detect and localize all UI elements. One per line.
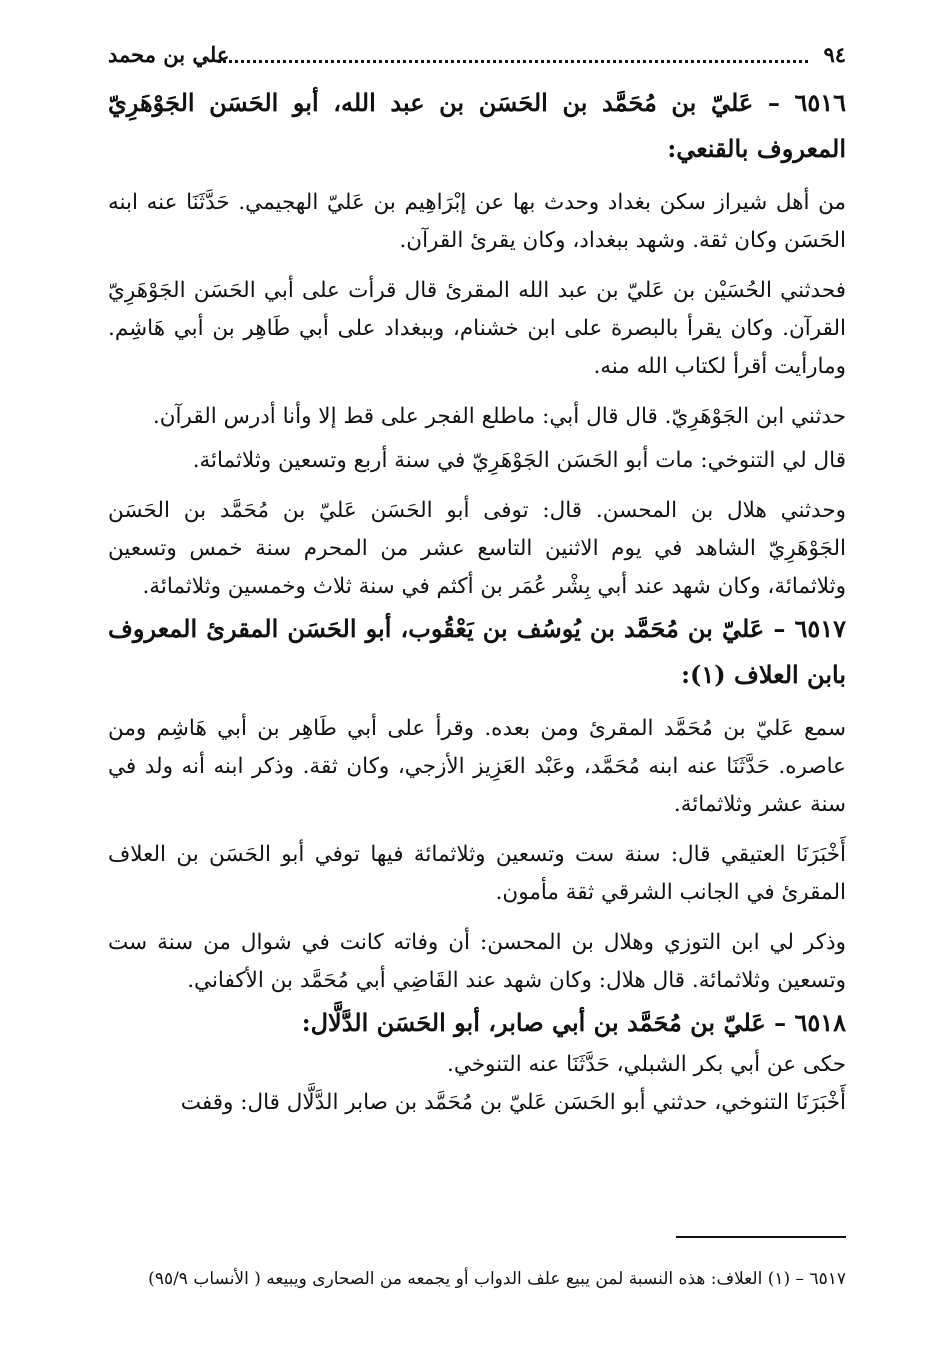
spacer [108,698,846,710]
header-dotted-leader [218,60,808,63]
page-header [108,42,846,74]
paragraph: من أهل شيراز سكن بغداد وحدث بها عن إبْرَاهِيم بن عَليّ الهجيمي. حَدَّثَنَا عنه ابنه الحَسَن وكان ثقة. وشهد ببغداد، وكان يقرئ القرآن. [108,190,846,253]
paragraph: فحدثني الحُسَيْن بن عَليّ بن عبد الله المقرئ قال قرأت على أبي الحَسَن الجَوْهَرِيّ القرآن. وكان يقرأ بالبصرة على ابن خشنام، وببغداد على أبي طَاهِر بن أبي هَاشِم. ومارأيت أقرأ لكتاب الله منه. [108,278,846,379]
paragraph: وحدثني هلال بن المحسن. قال: توفى أبو الحَسَن عَليّ بن مُحَمَّد بن الحَسَن الجَوْهَرِيّ الشاهد في يوم الاثنين التاسع عشر من المحرم سنة خمس وتسعين وثلاثمائة، وكان شهد عند أبي بِشْر عُمَر بن أكثم في سنة ثلاث وخمسين وثلاثمائة. [108,498,846,599]
paragraph: حدثني ابن الجَوْهَرِيّ. قال قال أبي: ماطلع الفجر على قط إلا وأنا أدرس القرآن. [152,404,846,429]
entry-title-6517: ٦٥١٧ – عَليّ بن مُحَمَّد بن يُوسُف بن يَعْقُوب، أبو الحَسَن المقرئ المعروف بابن العلاف (١): [108,614,846,689]
page-number: ٩٤ [823,42,846,67]
spacer [108,480,846,492]
paragraph: أَخْبَرَنَا العتيقي قال: سنة ست وتسعين وثلاثمائة فيها توفي أبو الحَسَن بن العلاف المقرئ في الجانب الشرقي ثقة مأمون. [108,842,846,905]
spacer [108,260,846,272]
footnote-separator [676,1236,846,1238]
footnote: ٦٥١٧ – (١) العلاف: هذه النسبة لمن يبيع علف الدواب أو يجمعه من الصحارى ويبيعه ( الأنساب ٩٥/٩) [148,1269,846,1289]
paragraph: وذكر لي ابن التوزي وهلال بن المحسن: أن وفاته كانت في شوال من سنة ست وتسعين وثلاثمائة. قال هلال: وكان شهد عند القَاضِي أبي مُحَمَّد بن الأكفاني. [108,930,846,993]
spacer [108,824,846,836]
running-title: علي بن محمد [108,42,230,67]
entry-title-6516: ٦٥١٦ – عَليّ بن مُحَمَّد بن الحَسَن بن عبد الله، أبو الحَسَن الجَوْهَرِيّ المعروف بالقنعي: [108,88,846,163]
paragraph: قال لي التنوخي: مات أبو الحَسَن الجَوْهَرِيّ في سنة أربع وتسعين وثلاثمائة. [192,448,846,473]
spacer [108,172,846,184]
paragraph: حكى عن أبي بكر الشبلي، حَدَّثَنَا عنه التنوخي. [447,1052,846,1077]
entry-title-6518: ٦٥١٨ – عَليّ بن مُحَمَّد بن أبي صابر، أبو الحَسَن الدَّلَّال: [301,1008,846,1037]
spacer [108,912,846,924]
paragraph: أَخْبَرَنَا التنوخي، حدثني أبو الحَسَن عَليّ بن مُحَمَّد بن صابر الدَّلَّال قال: وقفت [180,1090,846,1115]
paragraph: سمع عَليّ بن مُحَمَّد المقرئ ومن بعده. وقرأ على أبي طَاهِر بن أبي هَاشِم ومن عاصره. حَدَّثَنَا عنه ابنه مُحَمَّد، وعَبْد العَزِيز الأزجي، وكان ثقة. وذكر ابنه أنه ولد في سنة عشر وثلاثمائة. [108,716,846,817]
spacer [108,386,846,398]
book-page [108,42,846,1289]
